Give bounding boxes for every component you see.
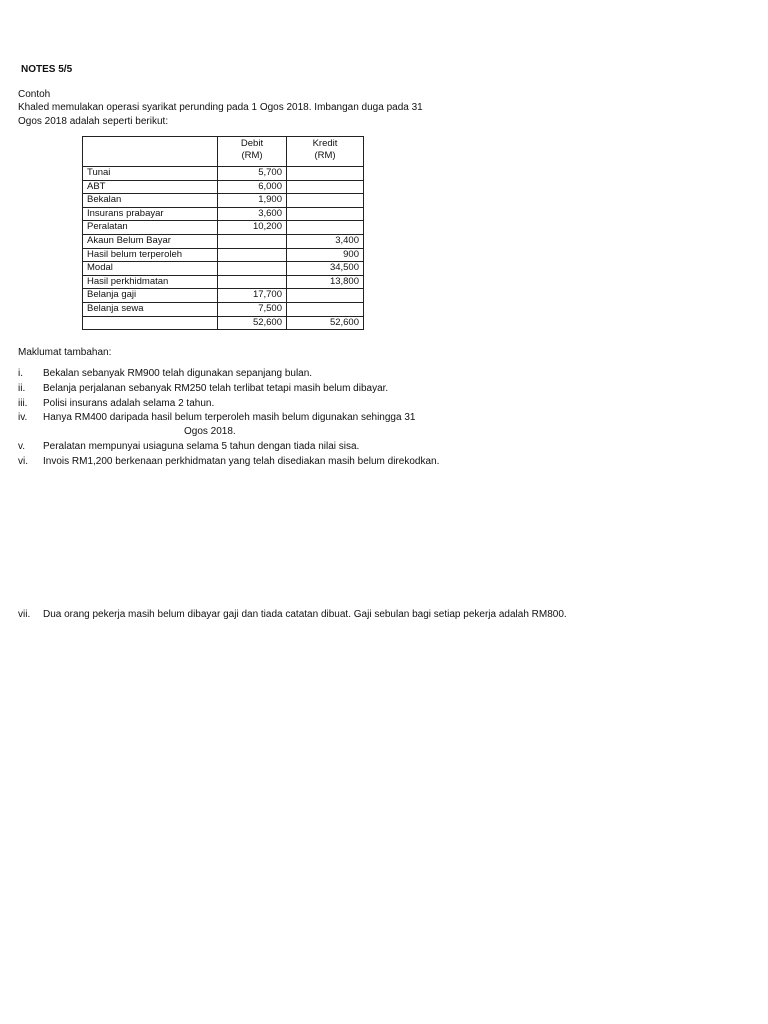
table-row <box>83 234 364 248</box>
account-cell: ABT <box>83 180 218 194</box>
item-text: Dua orang pekerja masih belum dibayar gaji dan tiada catatan dibuat. Gaji sebulan bagi setiap pekerja adalah RM800. <box>43 609 567 620</box>
kredit-cell <box>287 180 364 194</box>
item-number: iii. <box>18 398 28 409</box>
kredit-cell <box>287 167 364 181</box>
additional-heading: Maklumat tambahan: <box>18 347 112 358</box>
debit-cell <box>218 275 287 289</box>
kredit-cell <box>287 289 364 303</box>
item-number: ii. <box>18 383 26 394</box>
debit-cell: 6,000 <box>218 180 287 194</box>
trial-balance-table <box>82 136 364 330</box>
kredit-cell <box>287 207 364 221</box>
kredit-cell: 13,800 <box>287 275 364 289</box>
account-cell: Hasil belum terperoleh <box>83 248 218 262</box>
account-cell: Belanja sewa <box>83 302 218 316</box>
account-cell: Peralatan <box>83 221 218 235</box>
table-row <box>83 194 364 208</box>
account-cell: Belanja gaji <box>83 289 218 303</box>
header-debit-unit: (RM) <box>241 150 263 161</box>
table-row <box>83 221 364 235</box>
account-cell: Akaun Belum Bayar <box>83 234 218 248</box>
debit-cell: 17,700 <box>218 289 287 303</box>
table-row <box>83 207 364 221</box>
debit-cell: 3,600 <box>218 207 287 221</box>
debit-cell <box>218 234 287 248</box>
kredit-cell: 3,400 <box>287 234 364 248</box>
table-total-row <box>83 316 364 330</box>
item-number: vii. <box>18 609 31 620</box>
header-debit-label: Debit <box>240 138 264 149</box>
header-kredit-label: Kredit <box>312 138 338 149</box>
table-header-row <box>83 137 364 167</box>
debit-cell <box>218 262 287 276</box>
item-text: Bekalan sebanyak RM900 telah digunakan sepanjang bulan. <box>43 368 313 379</box>
table-row <box>83 302 364 316</box>
intro-line-1: Khaled memulakan operasi syarikat perunding pada 1 Ogos 2018. Imbangan duga pada 31 <box>18 102 423 113</box>
item-text: Polisi insurans adalah selama 2 tahun. <box>43 398 215 409</box>
item-text: Belanja perjalanan sebanyak RM250 telah terlibat tetapi masih belum dibayar. <box>43 383 389 394</box>
kredit-cell <box>287 221 364 235</box>
intro-line-2: Ogos 2018 adalah seperti berikut: <box>18 116 169 127</box>
account-cell: Insurans prabayar <box>83 207 218 221</box>
table-row <box>83 275 364 289</box>
debit-cell: 1,900 <box>218 194 287 208</box>
table-row <box>83 248 364 262</box>
item-number: vi. <box>18 456 28 467</box>
total-kredit-cell: 52,600 <box>287 316 364 330</box>
item-text-continuation: Ogos 2018. <box>184 426 236 437</box>
kredit-cell <box>287 194 364 208</box>
kredit-cell: 900 <box>287 248 364 262</box>
table-row <box>83 289 364 303</box>
item-text: Invois RM1,200 berkenaan perkhidmatan yang telah disediakan masih belum direkodkan. <box>43 456 440 467</box>
item-number: v. <box>18 441 26 452</box>
account-cell: Tunai <box>83 167 218 181</box>
table-row <box>83 167 364 181</box>
item-number: i. <box>18 368 23 379</box>
item-text: Peralatan mempunyai usiaguna selama 5 tahun dengan tiada nilai sisa. <box>43 441 360 452</box>
account-cell: Modal <box>83 262 218 276</box>
account-cell: Hasil perkhidmatan <box>83 275 218 289</box>
kredit-cell: 34,500 <box>287 262 364 276</box>
debit-cell: 10,200 <box>218 221 287 235</box>
item-text: Hanya RM400 daripada hasil belum terperoleh masih belum digunakan sehingga 31 <box>43 412 416 423</box>
debit-cell <box>218 248 287 262</box>
header-kredit <box>287 137 364 167</box>
header-account <box>83 137 218 167</box>
debit-cell: 7,500 <box>218 302 287 316</box>
account-cell: Bekalan <box>83 194 218 208</box>
page-title: NOTES 5/5 <box>21 64 73 75</box>
kredit-cell <box>287 302 364 316</box>
item-number: iv. <box>18 412 28 423</box>
header-debit <box>218 137 287 167</box>
header-kredit-unit: (RM) <box>314 150 336 161</box>
total-debit-cell: 52,600 <box>218 316 287 330</box>
debit-cell: 5,700 <box>218 167 287 181</box>
total-account-cell <box>83 316 218 330</box>
table-row <box>83 180 364 194</box>
intro-heading: Contoh <box>18 89 51 100</box>
table-row <box>83 262 364 276</box>
